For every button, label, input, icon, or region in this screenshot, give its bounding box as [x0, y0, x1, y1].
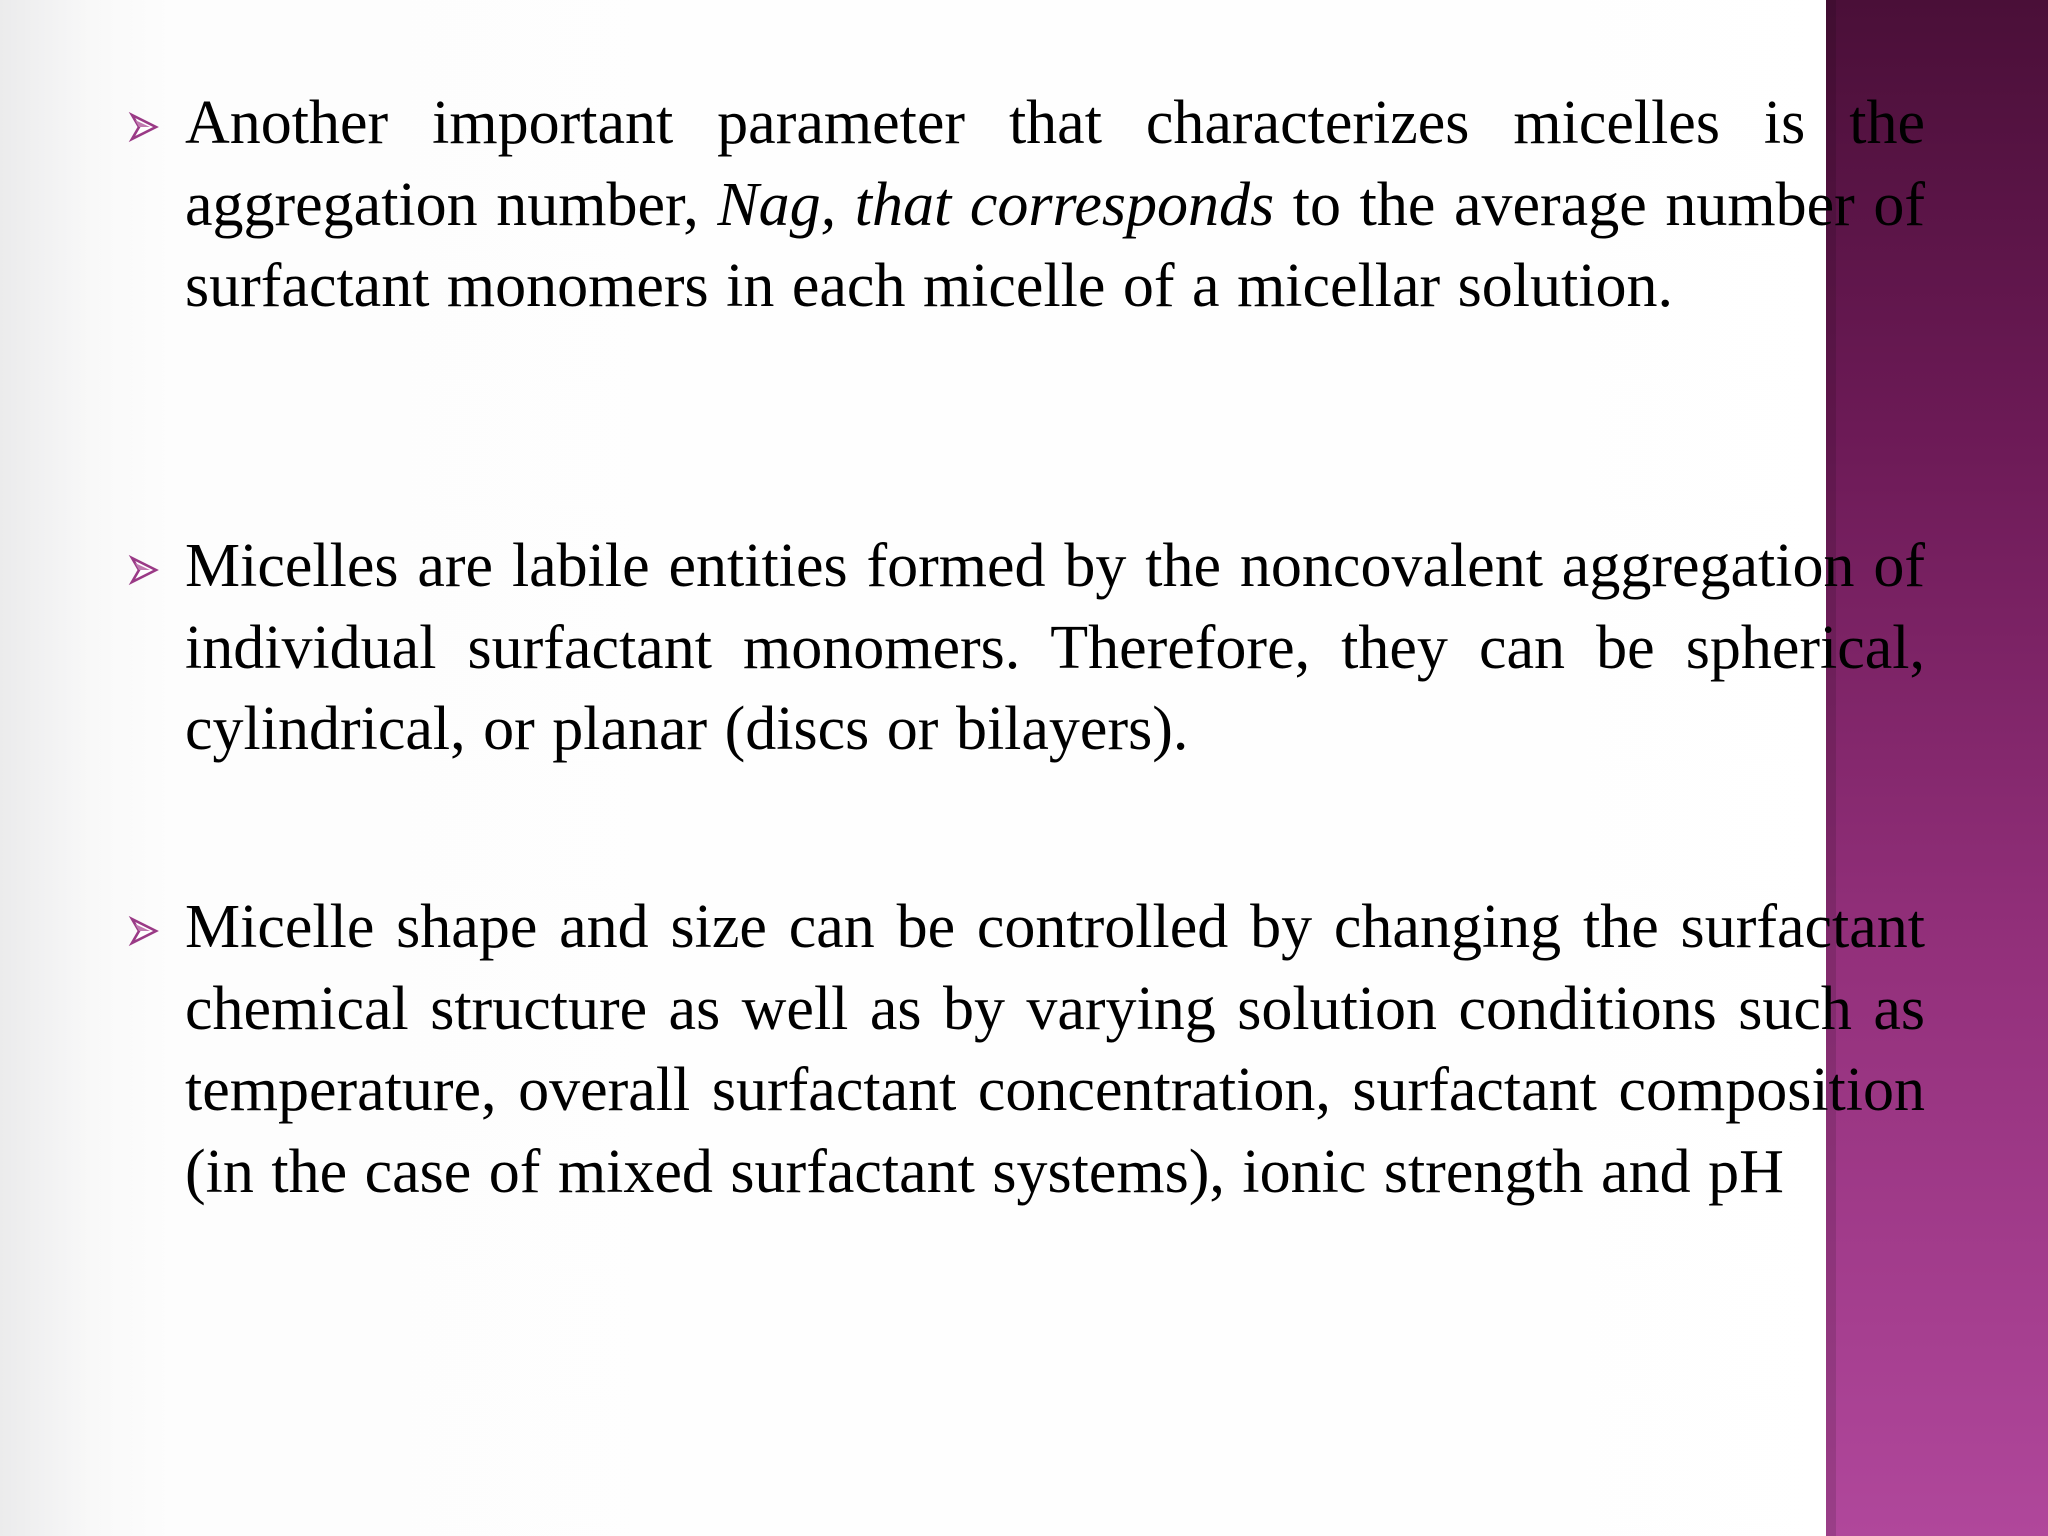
arrowhead-bullet-icon [128, 915, 160, 947]
point-text-end: to the average number of surfactant monomers in each micelle of a micellar solution. [185, 170, 1926, 320]
bullet-point-labile-entities: Micelles are labile entities formed by the noncovalent aggregation of individual surfactant monomers. Therefore, they can be spherical, cylindrical, or planar (discs or bilayers). [185, 532, 1925, 763]
arrowhead-bullet-icon [128, 554, 160, 586]
point-text-italic: Nag, that corresponds [717, 170, 1275, 239]
arrowhead-bullet-icon [128, 111, 160, 143]
bullet-point-aggregation-number [185, 83, 1925, 328]
bullet-point-shape-and-size: Micelle shape and size can be controlled by changing the surfactant chemical structure as well as by varying solution conditions such as temperature, overall surfactant concentration, surfactant composition (in the case of mixed surfactant systems), ionic strength and pH [185, 893, 1925, 1206]
point-text-start: Another important parameter that characterizes micelles is the aggregation number, [185, 89, 1925, 239]
